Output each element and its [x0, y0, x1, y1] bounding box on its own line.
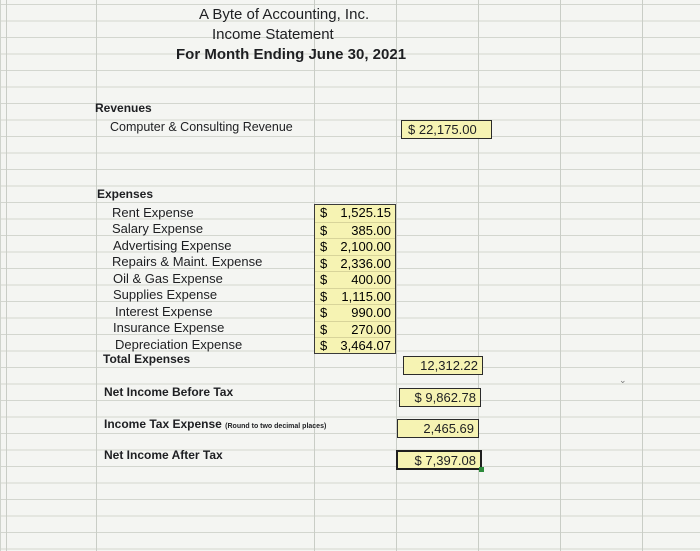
total-expenses-amount: 12,312.22: [420, 358, 478, 373]
expense-label: Oil & Gas Expense: [113, 271, 223, 286]
net-income-before-tax-label: Net Income Before Tax: [104, 385, 234, 399]
expenses-heading: Expenses: [97, 187, 154, 201]
period-title: For Month Ending June 30, 2021: [176, 46, 407, 63]
expense-amount-row[interactable]: [315, 238, 395, 256]
currency-symbol: $: [320, 222, 328, 238]
expense-amount-row[interactable]: [315, 288, 395, 306]
net-income-before-tax-cell[interactable]: [399, 388, 481, 407]
net-income-after-tax-label: Net Income After Tax: [104, 448, 223, 462]
fill-handle[interactable]: [479, 467, 484, 472]
expense-label: Supplies Expense: [113, 287, 218, 302]
revenue-amount: $ 22,175.00: [408, 122, 477, 137]
income-tax-note: (Round to two decimal places): [225, 423, 327, 430]
currency-symbol: $: [320, 205, 328, 220]
expense-label: Repairs & Maint. Expense: [112, 254, 263, 269]
expense-amounts-column[interactable]: [314, 204, 396, 354]
company-name: A Byte of Accounting, Inc.: [199, 6, 370, 23]
total-expenses-cell[interactable]: [403, 356, 483, 375]
net-income-before-tax-amount: $ 9,862.78: [414, 390, 476, 405]
currency-symbol: $: [320, 338, 328, 353]
column-line: [6, 0, 7, 551]
expense-label: Interest Expense: [115, 304, 213, 319]
expense-amount-row[interactable]: [315, 271, 395, 289]
expense-amount-row[interactable]: [315, 321, 395, 339]
cursor-mark: ⌄: [619, 375, 627, 385]
expense-amount: 1,115.00: [341, 288, 391, 304]
column-line: [96, 0, 97, 551]
expense-amount-row[interactable]: [315, 222, 395, 240]
expense-amount: 1,525.15: [340, 205, 391, 220]
currency-symbol: $: [320, 272, 328, 287]
expense-label: Depreciation Expense: [115, 337, 243, 352]
currency-symbol: $: [320, 321, 328, 337]
revenue-amount-cell[interactable]: [401, 120, 492, 139]
expense-amount: 3,464.07: [340, 338, 391, 353]
expense-label: Insurance Expense: [113, 320, 225, 335]
income-tax-label-text: Income Tax Expense: [104, 417, 222, 431]
expense-amount: 400.00: [351, 272, 391, 287]
income-tax-cell[interactable]: [397, 419, 479, 438]
expense-amount: 2,336.00: [340, 255, 391, 271]
expense-amount: 385.00: [351, 222, 391, 238]
total-expenses-label: Total Expenses: [103, 352, 191, 366]
revenue-label: Computer & Consulting Revenue: [110, 120, 293, 134]
revenues-heading: Revenues: [95, 101, 152, 115]
statement-title: Income Statement: [212, 26, 334, 43]
expense-amount-row[interactable]: [315, 255, 395, 273]
expense-label: Rent Expense: [112, 205, 194, 220]
expense-amount: 270.00: [351, 321, 391, 337]
expense-amount-row[interactable]: [315, 205, 395, 222]
currency-symbol: $: [320, 255, 328, 271]
expense-amount: 2,100.00: [340, 239, 391, 254]
income-tax-amount: 2,465.69: [423, 421, 474, 436]
column-line: [560, 0, 561, 551]
expense-amount-row[interactable]: [315, 304, 395, 322]
expense-label: Advertising Expense: [113, 238, 232, 253]
currency-symbol: $: [320, 288, 328, 304]
currency-symbol: $: [320, 305, 328, 320]
expense-label: Salary Expense: [112, 221, 204, 236]
net-income-after-tax-cell[interactable]: [396, 450, 482, 470]
net-income-after-tax-amount: $ 7,397.08: [414, 453, 476, 468]
income-tax-label: [104, 417, 326, 434]
currency-symbol: $: [320, 239, 328, 254]
expense-amount-row[interactable]: [315, 337, 395, 355]
column-line: [642, 0, 643, 551]
expense-amount: 990.00: [351, 305, 391, 320]
